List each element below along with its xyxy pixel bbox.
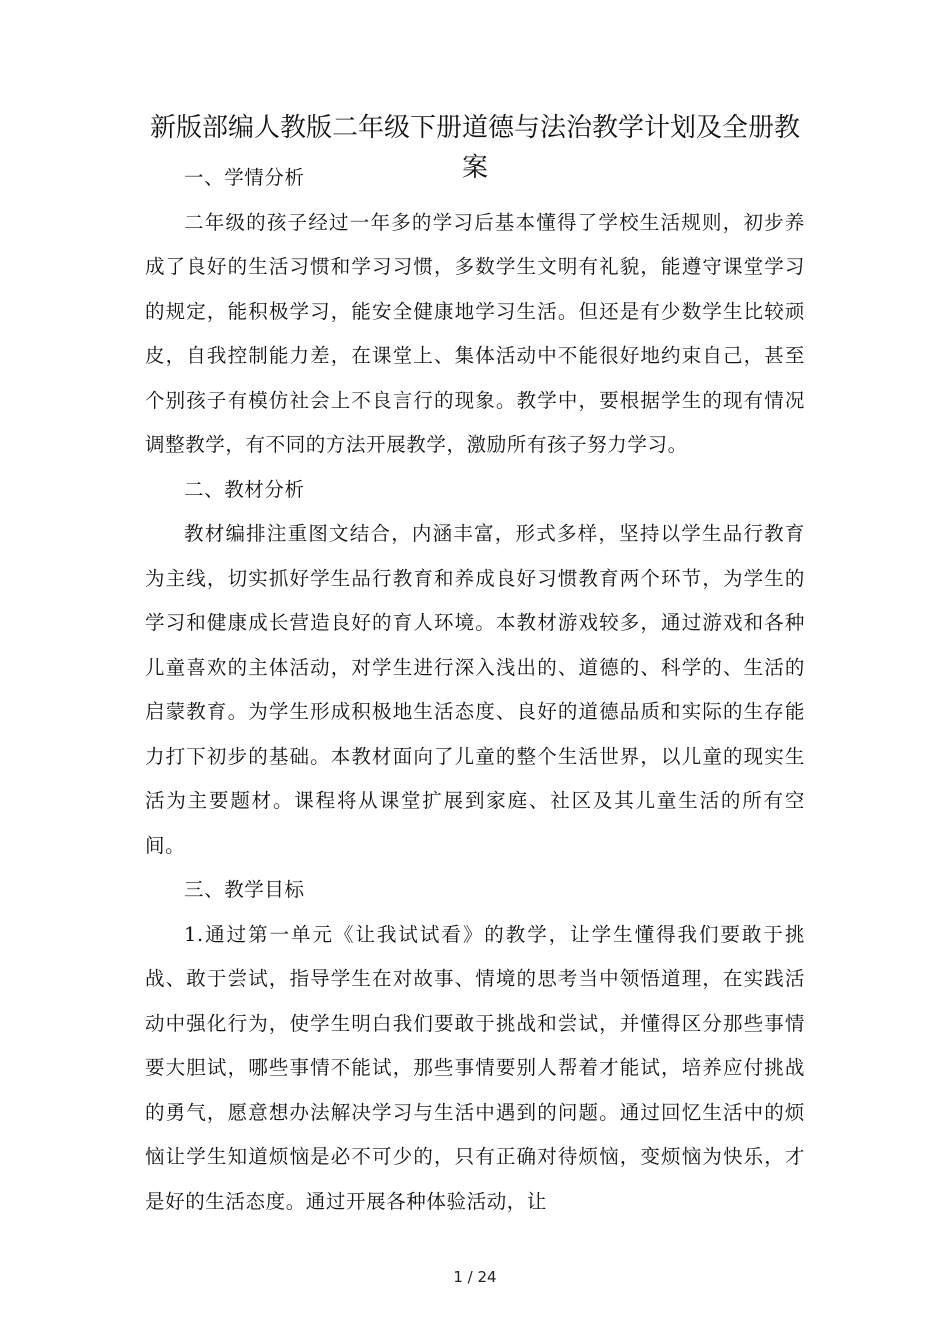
- section-paragraph-learning-analysis: 二年级的孩子经过一年多的学习后基本懂得了学校生活规则，初步养成了良好的生活习惯和学习习惯，多数学生文明有礼貌，能遵守课堂学习的规定，能积极学习，能安全健康地学习生活。但还是有少数学生比较顽皮，自我控制能力差，在课堂上、集体活动中不能很好地约束自己，甚至个别孩子有模仿社会上不良言行的现象。教学中，要根据学生的现有情况调整教学，有不同的方法开展教学，激励所有孩子努力学习。: [145, 210, 805, 456]
- section-heading-learning-analysis: 一、学情分析: [184, 166, 305, 189]
- document-title: 新版部编人教版二年级下册道德与法治教学计划及全册教案: [149, 113, 800, 183]
- section-paragraph-textbook-analysis: 教材编排注重图文结合，内涵丰富，形式多样，坚持以学生品行教育为主线，切实抓好学生品行教育和养成良好习惯教育两个环节，为学生的学习和健康成长营造良好的育人环境。本教材游戏较多，通过游戏和各种儿童喜欢的主体活动，对学生进行深入浅出的、道德的、科学的、生活的启蒙教育。为学生形成积极地生活态度、良好的道德品质和实际的生存能力打下初步的基础。本教材面向了儿童的整个生活世界，以儿童的现实生活为主要题材。课程将从课堂扩展到家庭、社区及其儿童生活的所有空间。: [145, 522, 805, 857]
- section-heading-teaching-goals: 三、教学目标: [184, 878, 305, 901]
- document-body: [145, 156, 805, 1224]
- page-indicator: 1 / 24: [453, 1268, 497, 1286]
- section-heading-textbook-analysis: 二、教材分析: [184, 477, 305, 501]
- section-paragraph-teaching-goals: 1.通过第一单元《让我试试看》的教学，让学生懂得我们要敢于挑战、敢于尝试，指导学生在对故事、情境的思考当中领悟道理，在实践活动中强化行为，使学生明白我们要敢于挑战和尝试，并懂得区分那些事情要大胆试，哪些事情不能试，那些事情要别人帮着才能试，培养应付挑战的勇气，愿意想办法解决学习与生活中遇到的问题。通过回忆生活中的烦恼让学生知道烦恼是必不可少的，只有正确对待烦恼，变烦恼为快乐，才是好的生活态度。通过开展各种体验活动，让: [145, 922, 805, 1213]
